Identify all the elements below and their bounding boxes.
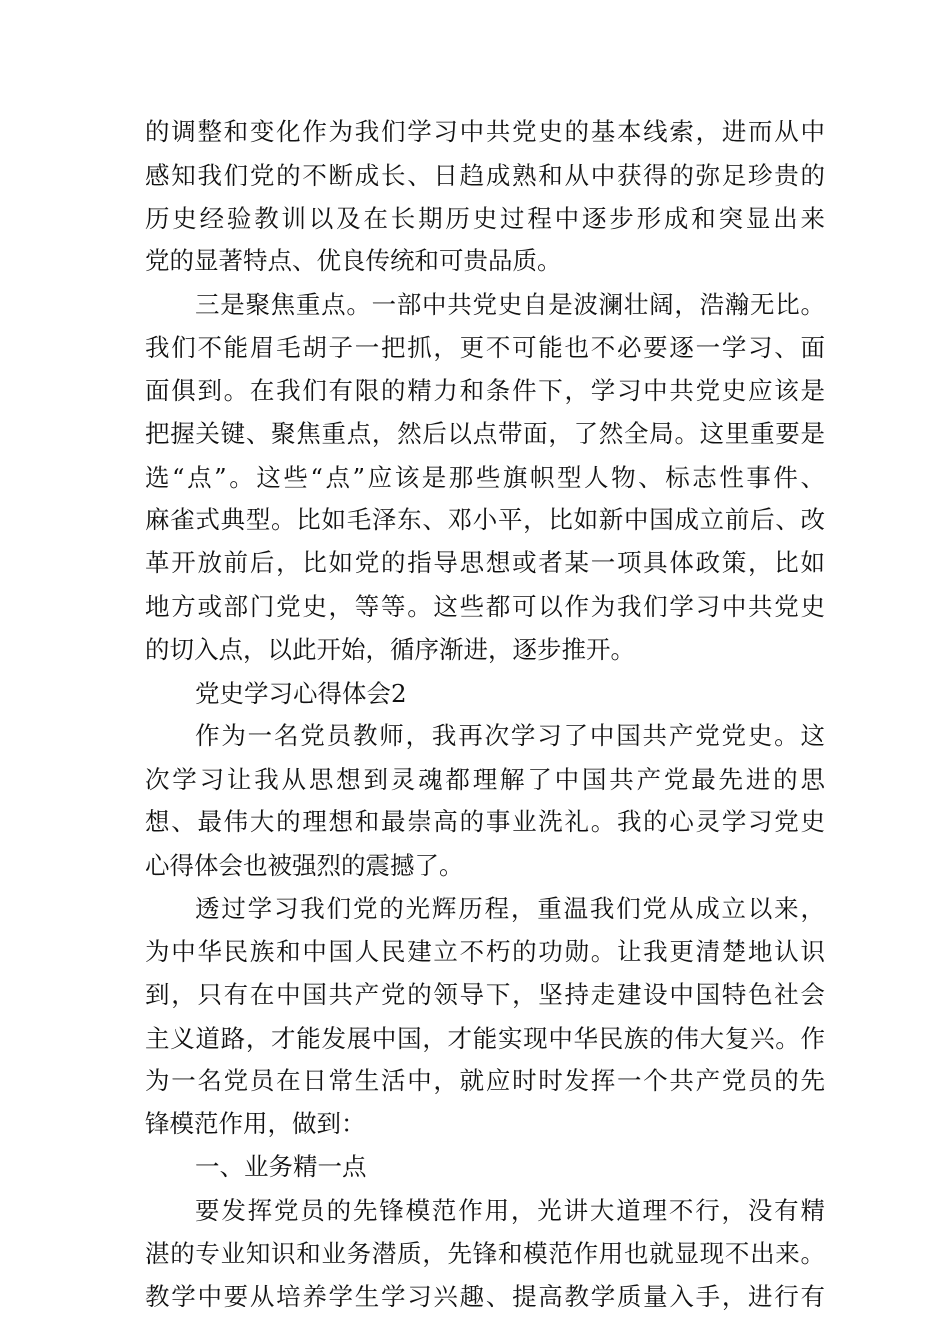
section-heading: 党史学习心得体会2 [195, 679, 407, 708]
body-text-line: 湛的专业知识和业务潜质，先锋和模范作用也就显现不出来。 [145, 1239, 825, 1268]
body-text-line: 我们不能眉毛胡子一把抓，更不可能也不必要逐一学习、面 [145, 333, 825, 362]
body-text-line: 到，只有在中国共产党的领导下，坚持走建设中国特色社会 [145, 980, 825, 1009]
paragraph-first-line: 透过学习我们党的光辉历程，重温我们党从成立以来， [195, 894, 825, 923]
body-text-line: 革开放前后，比如党的指导思想或者某一项具体政策，比如 [145, 548, 825, 577]
body-text-line: 地方或部门党史，等等。这些都可以作为我们学习中共党史 [145, 592, 825, 621]
body-text-line: 锋模范作用，做到： [145, 1109, 366, 1138]
body-text-line: 为中华民族和中国人民建立不朽的功勋。让我更清楚地认识 [145, 937, 825, 966]
body-text-line: 次学习让我从思想到灵魂都理解了中国共产党最先进的思 [145, 765, 825, 794]
body-text-line: 把握关键、聚焦重点，然后以点带面，了然全局。这里重要是 [145, 419, 825, 448]
paragraph-first-line: 作为一名党员教师，我再次学习了中国共产党党史。这 [195, 721, 825, 750]
body-text-line: 想、最伟大的理想和最崇高的事业洗礼。我的心灵学习党史 [145, 807, 825, 836]
section-heading: 一、业务精一点 [195, 1152, 367, 1181]
body-text-line: 教学中要从培养学生学习兴趣、提高教学质量入手，进行有 [145, 1282, 825, 1311]
body-text-line: 的调整和变化作为我们学习中共党史的基本线索，进而从中 [145, 117, 825, 146]
body-text-line: 选“点”。这些“点”应该是那些旗帜型人物、标志性事件、 [145, 463, 825, 492]
paragraph-first-line: 三是聚焦重点。一部中共党史自是波澜壮阔，浩瀚无比。 [195, 290, 825, 319]
body-text-line: 麻雀式典型。比如毛泽东、邓小平，比如新中国成立前后、改 [145, 505, 825, 534]
body-text-line: 主义道路，才能发展中国，才能实现中华民族的伟大复兴。作 [145, 1024, 825, 1053]
body-text-line: 历史经验教训以及在长期历史过程中逐步形成和突显出来 [145, 204, 825, 233]
paragraph-first-line: 要发挥党员的先锋模范作用，光讲大道理不行，没有精 [195, 1196, 825, 1225]
body-text-line: 心得体会也被强烈的震撼了。 [145, 851, 464, 880]
body-text-line: 面俱到。在我们有限的精力和条件下，学习中共党史应该是 [145, 376, 825, 405]
body-text-line: 感知我们党的不断成长、日趋成熟和从中获得的弥足珍贵的 [145, 161, 825, 190]
body-text-line: 的切入点，以此开始，循序渐进，逐步推开。 [145, 635, 635, 664]
body-text-line: 为一名党员在日常生活中，就应时时发挥一个共产党员的先 [145, 1066, 825, 1095]
body-text-line: 党的显著特点、优良传统和可贵品质。 [145, 246, 562, 275]
